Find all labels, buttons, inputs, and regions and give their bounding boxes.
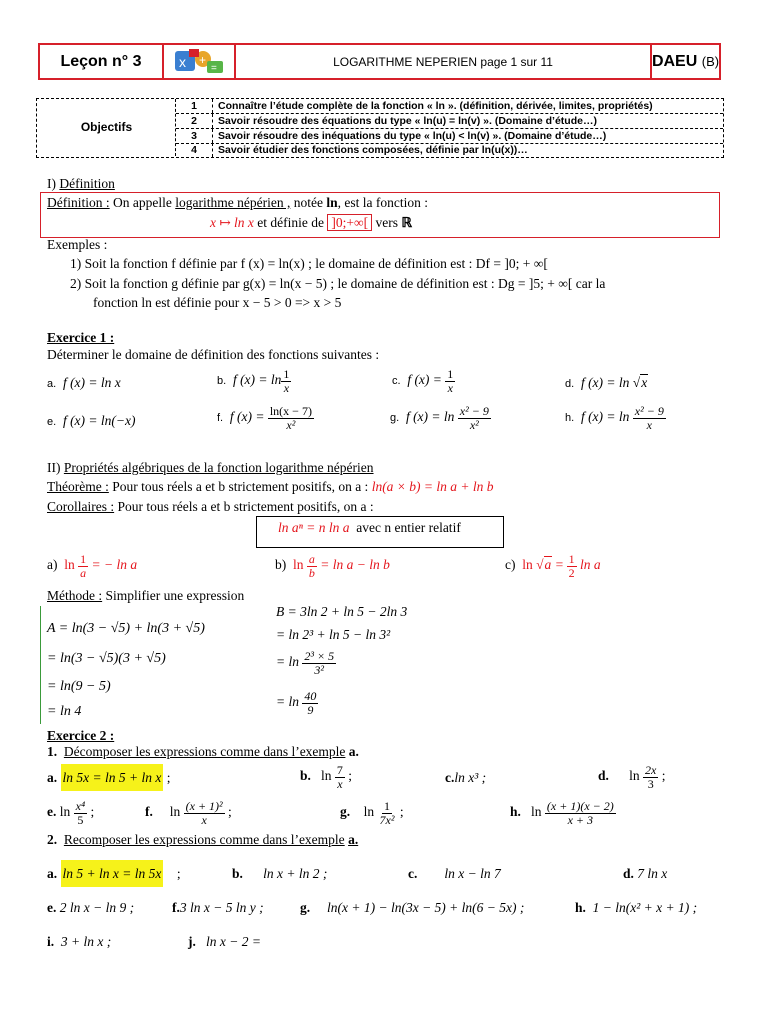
exercise-2-item: f.3 ln x − 5 ln y ; — [172, 900, 264, 915]
method-B-line: = ln $\frac{\text{2³ × 5}}{\text{3²}}$ — [276, 649, 335, 677]
exercise-2-item: b. ln $\frac{7}{x}$ ; — [300, 763, 353, 791]
method-A-line: = ln(9 − 5) — [47, 679, 111, 694]
exercise-2-item: c. ln x − ln 7 — [408, 866, 501, 881]
exercise-2-item: d. 7 ln x — [623, 866, 668, 881]
definition-text: Définition : On appelle logarithme népérien , notée ln, est la fonction : — [47, 195, 428, 210]
svg-text:=: = — [211, 62, 217, 74]
exercise-2-item: e. ln $\frac{\text{x⁴}}{5}$ ; — [47, 799, 95, 827]
method-label: Méthode : Simplifier une expression — [47, 588, 245, 603]
property-a: a) ln $\frac{1}{a}$ = − ln a — [47, 552, 138, 580]
exercise-2-item: a. ln 5x = ln 5 + ln x ; — [47, 770, 170, 786]
lesson-header — [38, 43, 721, 80]
method-bar — [40, 606, 41, 724]
exercise-2-item: g. ln(x + 1) − ln(3x − 5) + ln(6 − 5x) ; — [300, 900, 525, 915]
exercise-1-instruction: Déterminer le domaine de définition des fonctions suivantes : — [47, 347, 380, 362]
page-title: LOGARITHME NEPERIEN page 1 sur 11 — [333, 54, 553, 69]
exercise-1-item: h. f (x) = ln $\frac{\text{x² − 9}}{x}$ — [565, 404, 664, 432]
exercise-1-item: a. f (x) = ln x — [47, 375, 121, 390]
exercise-2-item: d. ln $\frac{2x}{3}$ ; — [598, 763, 666, 791]
exercise-1-item: d. f (x) = ln √x — [565, 375, 648, 390]
exercise-1-item: b. f (x) = ln $\frac{1}{x}$ — [217, 367, 290, 395]
objective-row: 3 Savoir résoudre des inéquations du type « ln(u) < ln(v) ». (Domaine d’étude…) — [176, 129, 723, 144]
objective-row: 2 Savoir résoudre des équations du type « ln(u) = ln(v) ». (Domaine d’étude…) — [176, 114, 723, 129]
exercise-2-item: j. ln x − 2 = — [188, 934, 261, 949]
lesson-number: Leçon n° 3 — [60, 52, 142, 70]
exercise-2-item: b. ln x + ln 2 ; — [232, 866, 328, 881]
exercise-2-item: g. ln $\frac{1}{\text{7x²}}$ ; — [340, 799, 404, 827]
method-A-line: A = ln(3 − √5) + ln(3 + √5) — [47, 621, 205, 636]
exercise-2-item: c.ln x³ ; — [445, 770, 487, 785]
examples-label: Exemples : — [47, 237, 108, 252]
exercise-2-item: h. 1 − ln(x² + x + 1) ; — [575, 900, 698, 915]
method-A-line: = ln 4 — [47, 704, 82, 719]
example-1: 1) Soit la fonction f définie par f (x) = ln(x) ; le domaine de définition est : Df = ]0; + ∞[ — [70, 256, 548, 271]
method-A-line: = ln(3 − √5)(3 + √5) — [47, 651, 166, 666]
property-b: b) ln $\frac{a}{b}$ = ln a − ln b — [275, 552, 390, 580]
exercise-1-item: c. f (x) = $\frac{1}{x}$ — [392, 367, 454, 395]
exercise-1-item: g. f (x) = ln $\frac{\text{x² − 9}}{\text{x²}}$ — [390, 404, 489, 432]
property-c: c) ln √a = $\frac{1}{2}$ ln a — [505, 552, 601, 580]
method-B-line: B = 3ln 2 + ln 5 − 2ln 3 — [276, 604, 408, 619]
exercise-2-item: i. 3 + ln x ; — [47, 934, 112, 949]
section-definition-title: I) Définition — [47, 176, 115, 191]
exercise-1-item: e. f (x) = ln(−x) — [47, 413, 136, 428]
section-properties-title: II) Propriétés algébriques de la fonction logarithme népérien — [47, 460, 374, 475]
exercise-2-item: h. ln $\frac{(x + 1)(x - 2)}{x + 3}$ — [510, 799, 614, 827]
example-2-cont: fonction ln est définie pour x − 5 > 0 => x > 5 — [93, 295, 342, 310]
theorem: Théorème : Pour tous réels a et b strictement positifs, on a : ln(a × b) = ln a + ln b — [47, 479, 494, 494]
definition-map: x ↦ ln x et définie de ]0;+∞[ vers ℝ — [210, 215, 413, 230]
svg-text:+: + — [199, 52, 207, 67]
exercise-2-item: a. ln 5 + ln x = ln 5x ; — [47, 866, 181, 882]
exercise-1-item: f. f (x) = $\frac{\ln(x - 7)}{\text{x²}}$ — [217, 404, 312, 432]
objective-row: 1 Connaître l’étude complète de la fonction « ln ». (définition, dérivée, limites, propriétés) — [176, 99, 723, 114]
corollaries: Corollaires : Pour tous réels a et b strictement positifs, on a : — [47, 499, 374, 514]
exercise-2-q1: 1. Décomposer les expressions comme dans l’exemple a. — [47, 744, 359, 759]
exercise-2-item: e. 2 ln x − ln 9 ; — [47, 900, 135, 915]
exercise-1-title: Exercice 1 : — [47, 330, 115, 345]
exercise-2-title: Exercice 2 : — [47, 728, 115, 743]
method-B-line: = ln 2³ + ln 5 − ln 3² — [276, 627, 391, 642]
math-logo-icon — [164, 45, 234, 78]
exercise-2-item: f. ln $\frac{\text{(x + 1)²}}{x}$ ; — [145, 799, 232, 827]
power-rule: ln aⁿ = n ln a avec n entier relatif — [278, 520, 461, 535]
course-name: DAEU (B) — [651, 52, 720, 70]
example-2: 2) Soit la fonction g définie par g(x) = ln(x − 5) ; le domaine de définition est : Dg = ]5; + ∞[ car la — [70, 276, 606, 291]
objectives-table — [36, 98, 724, 158]
method-B-line: = ln $\frac{40}{9}$ — [276, 689, 317, 717]
svg-text:x: x — [179, 53, 186, 70]
exercise-2-q2: 2. Recomposer les expressions comme dans l’exemple a. — [47, 832, 359, 847]
objective-row: 4 Savoir étudier des fonctions composées, définie par ln(u(x))… — [176, 143, 723, 157]
objectives-label: Objectifs — [80, 120, 133, 134]
